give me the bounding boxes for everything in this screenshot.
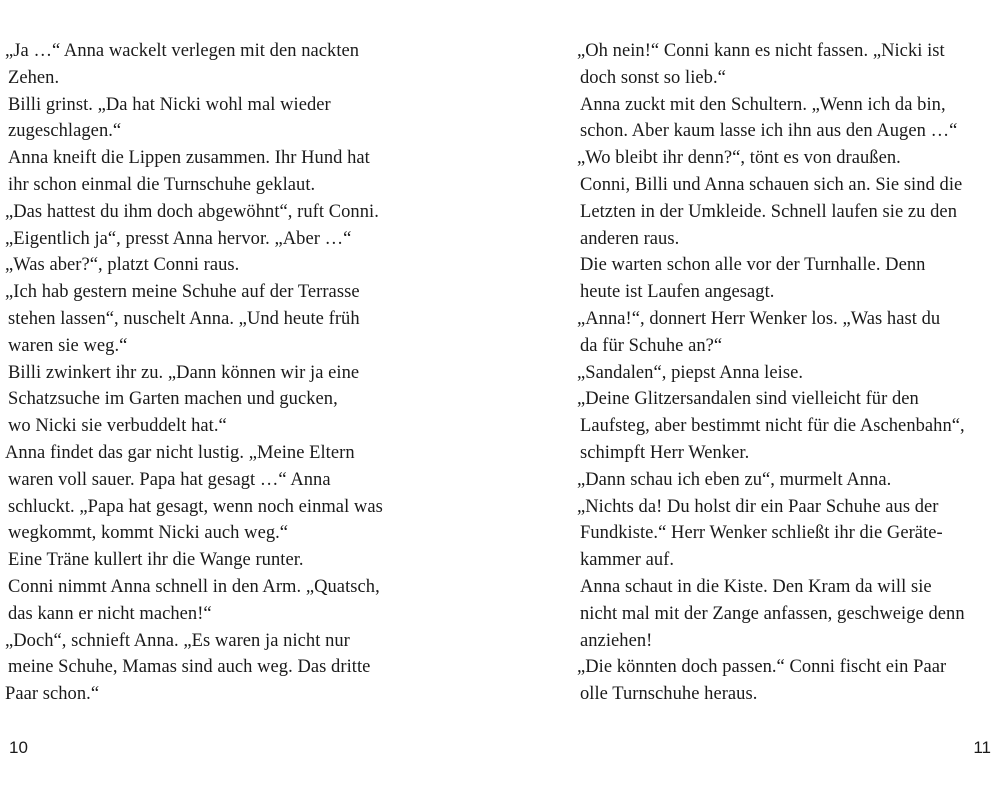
left-page	[5, 38, 435, 708]
text-line: kammer auf.	[580, 550, 675, 571]
text-line: stehen lassen“, nuschelt Anna. „Und heute früh	[8, 308, 360, 329]
text-line: „Deine Glitzersandalen sind vielleicht für den	[577, 389, 919, 410]
text-line: waren sie weg.“	[8, 335, 128, 356]
text-line: Zehen.	[8, 67, 60, 88]
text-line: Laufsteg, aber bestimmt nicht für die Aschenbahn“,	[580, 416, 965, 437]
text-line: schluckt. „Papa hat gesagt, wenn noch einmal was	[8, 496, 383, 517]
text-line: Conni, Billi und Anna schauen sich an. Sie sind die	[580, 174, 963, 195]
text-line: waren voll sauer. Papa hat gesagt …“ Anna	[8, 469, 331, 490]
text-line: Eine Träne kullert ihr die Wange runter.	[8, 550, 304, 571]
text-line: Anna findet das gar nicht lustig. „Meine Eltern	[5, 442, 355, 463]
text-line: Anna kneift die Lippen zusammen. Ihr Hund hat	[8, 148, 370, 169]
text-line: Billi grinst. „Da hat Nicki wohl mal wieder	[8, 94, 331, 115]
text-line: Conni nimmt Anna schnell in den Arm. „Quatsch,	[8, 576, 380, 597]
text-line: Fundkiste.“ Herr Wenker schließt ihr die Geräte-	[580, 523, 943, 544]
text-line: Letzten in der Umkleide. Schnell laufen sie zu den	[580, 201, 957, 222]
text-line: olle Turnschuhe heraus.	[580, 684, 758, 705]
text-line: wegkommt, kommt Nicki auch weg.“	[8, 523, 289, 544]
text-line: Anna zuckt mit den Schultern. „Wenn ich da bin,	[580, 94, 946, 115]
text-line: „Nichts da! Du holst dir ein Paar Schuhe aus der	[577, 496, 939, 517]
page-number-right: 11	[973, 738, 991, 757]
text-line: nicht mal mit der Zange anfassen, geschweige denn	[580, 603, 965, 624]
text-line: „Eigentlich ja“, presst Anna hervor. „Aber …“	[5, 228, 352, 249]
text-line: Die warten schon alle vor der Turnhalle. Denn	[580, 255, 926, 276]
text-line: das kann er nicht machen!“	[8, 603, 212, 624]
text-line: „Anna!“, donnert Herr Wenker los. „Was hast du	[577, 308, 941, 329]
text-line: anderen raus.	[580, 228, 680, 249]
text-line: „Wo bleibt ihr denn?“, tönt es von draußen.	[577, 148, 901, 169]
text-line: Billi zwinkert ihr zu. „Dann können wir ja eine	[8, 362, 360, 383]
text-line: Schatzsuche im Garten machen und gucken,	[8, 389, 338, 410]
page-number-left: 10	[9, 738, 28, 757]
text-line: „Das hattest du ihm doch abgewöhnt“, ruft Conni.	[5, 201, 379, 222]
text-line: „Sandalen“, piepst Anna leise.	[577, 362, 804, 383]
text-line: schon. Aber kaum lasse ich ihn aus den Augen …“	[580, 121, 958, 142]
text-line: „Ja …“ Anna wackelt verlegen mit den nackten	[5, 41, 360, 61]
text-line: Paar schon.“	[5, 684, 100, 705]
right-page	[577, 38, 997, 708]
text-line: heute ist Laufen angesagt.	[580, 282, 775, 303]
text-line: wo Nicki sie verbuddelt hat.“	[8, 416, 227, 437]
text-line: zugeschlagen.“	[8, 121, 122, 142]
text-line: da für Schuhe an?“	[580, 335, 723, 356]
text-line: anziehen!	[580, 630, 653, 651]
text-line: „Die könnten doch passen.“ Conni fischt ein Paar	[577, 657, 947, 678]
text-line: „Oh nein!“ Conni kann es nicht fassen. „Nicki ist	[577, 41, 945, 61]
text-line: schimpft Herr Wenker.	[580, 442, 750, 463]
text-line: „Doch“, schnieft Anna. „Es waren ja nicht nur	[5, 630, 350, 651]
text-line: „Dann schau ich eben zu“, murmelt Anna.	[577, 469, 892, 490]
text-line: Anna schaut in die Kiste. Den Kram da will sie	[580, 576, 932, 597]
text-line: meine Schuhe, Mamas sind auch weg. Das dritte	[8, 657, 371, 678]
text-line: ihr schon einmal die Turnschuhe geklaut.	[8, 174, 316, 195]
text-line: doch sonst so lieb.“	[580, 67, 726, 88]
text-line: „Was aber?“, platzt Conni raus.	[5, 255, 240, 276]
text-line: „Ich hab gestern meine Schuhe auf der Terrasse	[5, 282, 360, 303]
